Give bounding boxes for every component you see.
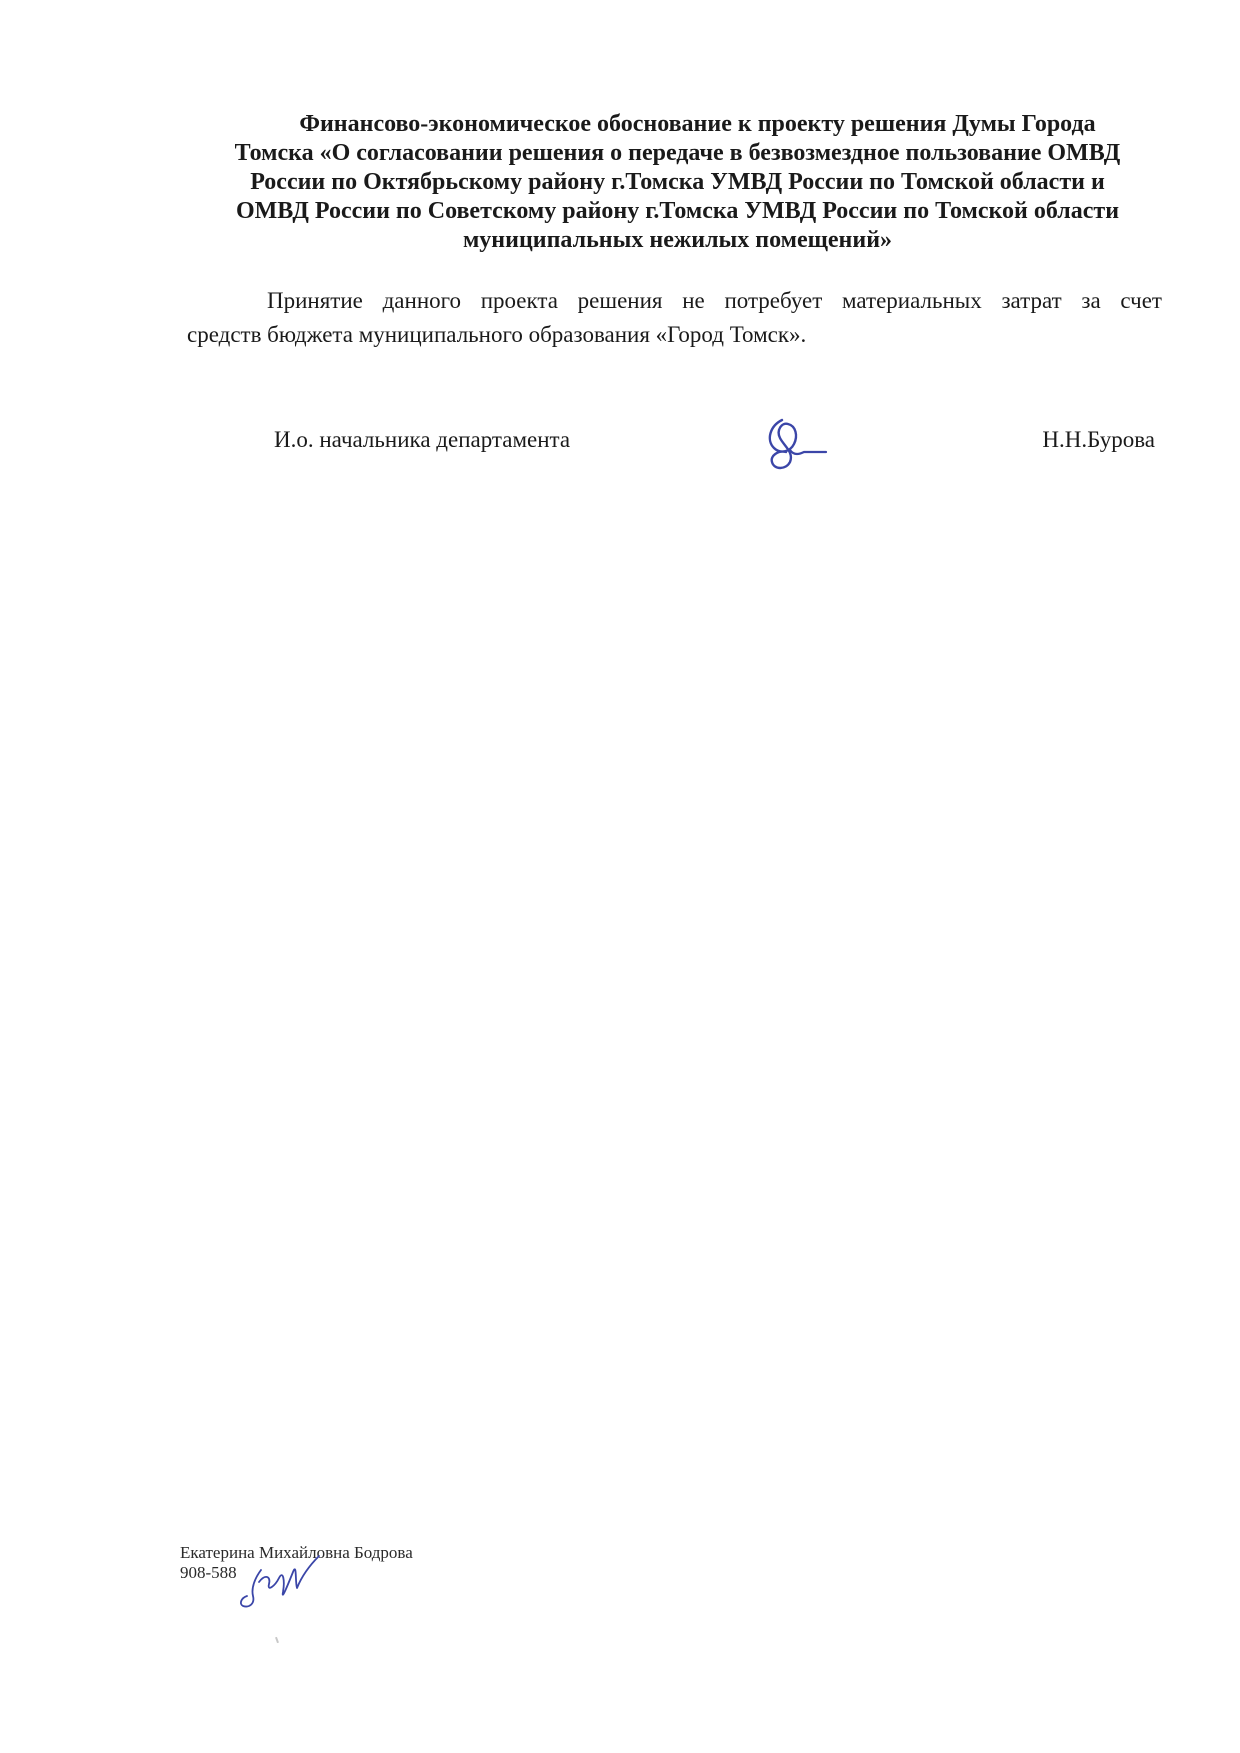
document-title (205, 110, 1150, 255)
executor-phone: 908-588 (180, 1563, 237, 1582)
title-line: Финансово-экономическое обоснование к проекту решения Думы Города (299, 111, 1096, 137)
executor-signature-icon (235, 1552, 325, 1612)
title-line: Томска «О согласовании решения о передаче в безвозмездное пользование ОМВД (234, 140, 1121, 166)
body-line: Принятие данного проекта решения не потребует материальных затрат за счет (267, 288, 1162, 313)
executor-name: Екатерина Михайловна Бодрова (180, 1543, 413, 1562)
body-line: средств бюджета муниципального образования «Город Томск». (187, 322, 807, 347)
title-line: России по Октябрьскому району г.Томска УМВД России по Томской области и (250, 169, 1105, 195)
body-paragraph (187, 284, 1162, 352)
title-line: муниципальных нежилых помещений» (462, 227, 893, 253)
handwritten-signature-icon (760, 412, 860, 477)
signatory-name: Н.Н.Бурова (1042, 427, 1155, 452)
scan-speck (275, 1637, 279, 1643)
signatory-position: И.о. начальника департамента (274, 427, 571, 452)
signature-block (0, 427, 1240, 467)
title-line: ОМВД России по Советскому району г.Томска УМВД России по Томской области (235, 198, 1120, 224)
